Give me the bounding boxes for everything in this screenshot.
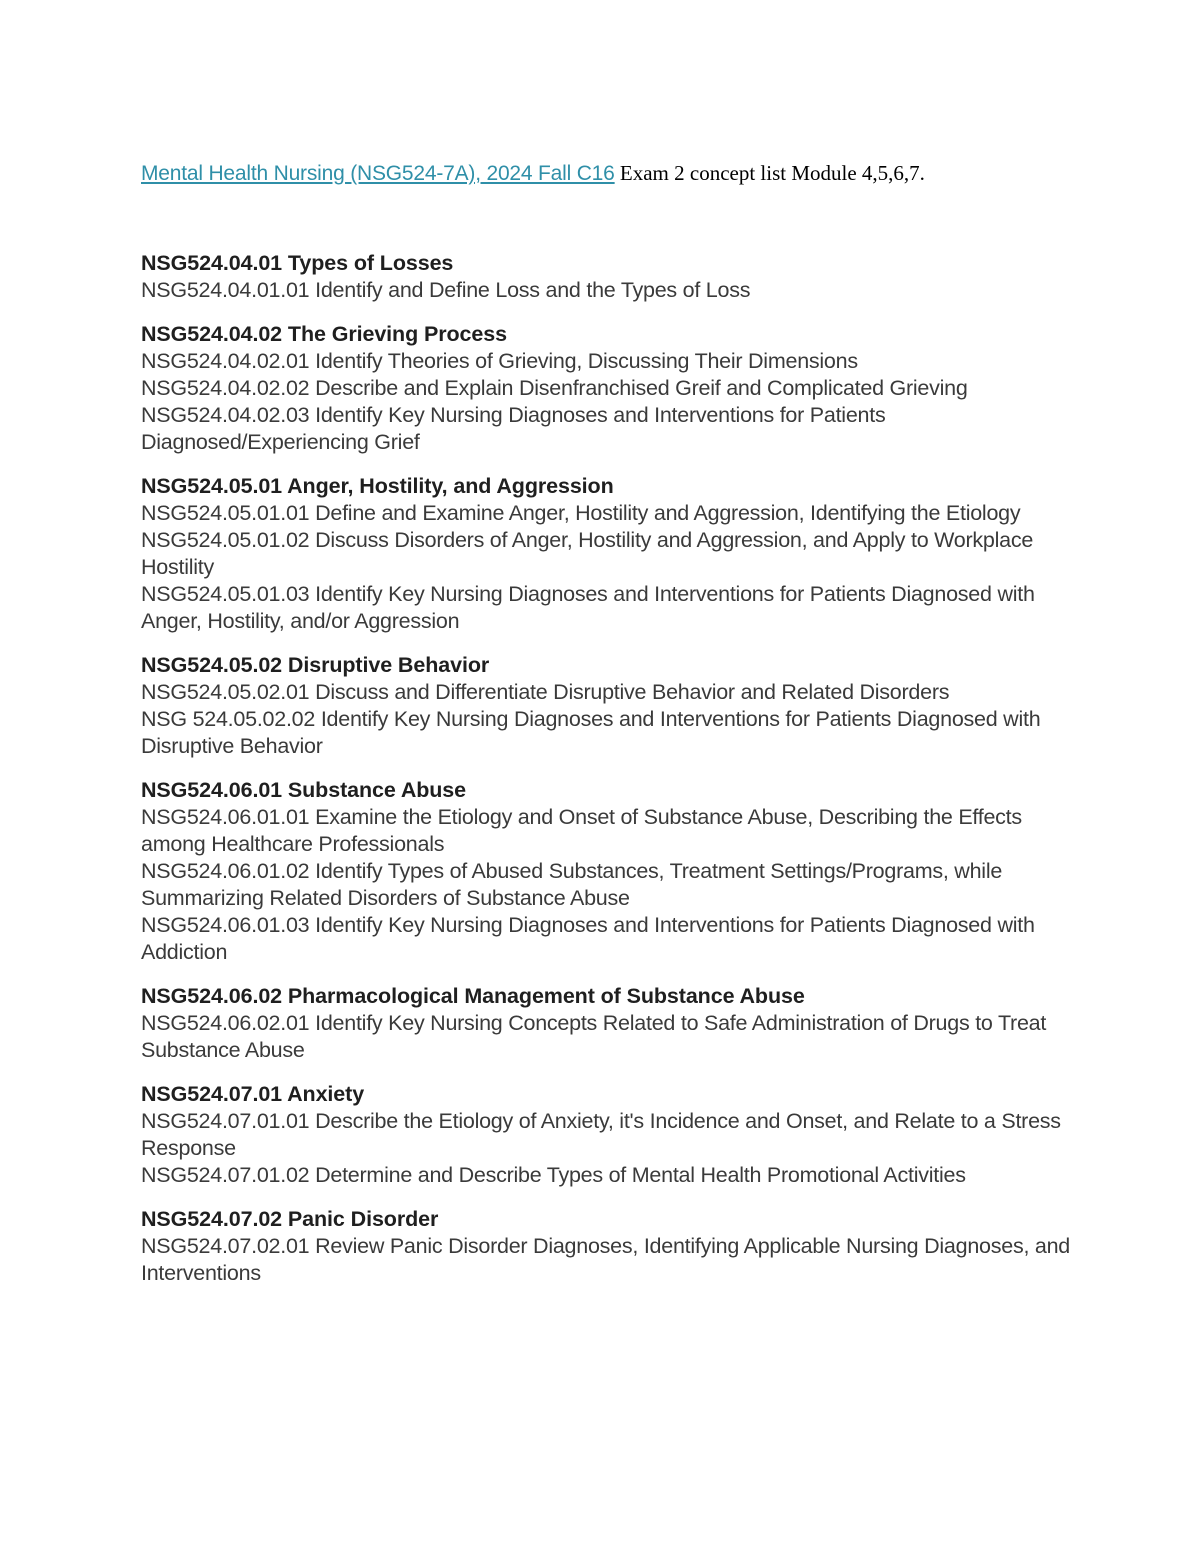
section-heading: NSG524.05.02 Disruptive Behavior <box>141 653 490 677</box>
learning-objective: NSG524.05.01.03 Identify Key Nursing Diagnoses and Interventions for Patients Diagnosed with Anger, Hostility, and/or Aggression <box>141 582 1035 633</box>
concept-section <box>141 777 1071 966</box>
learning-objective: NSG524.06.01.03 Identify Key Nursing Diagnoses and Interventions for Patients Diagnosed with Addiction <box>141 913 1035 964</box>
learning-objective: NSG524.05.02.01 Discuss and Differentiate Disruptive Behavior and Related Disorders <box>141 680 950 704</box>
title-text: Exam 2 concept list Module 4,5,6,7. <box>614 161 925 185</box>
concept-list <box>141 250 1071 1287</box>
concept-section <box>141 983 1071 1064</box>
section-heading: NSG524.05.01 Anger, Hostility, and Aggression <box>141 474 614 498</box>
section-heading: NSG524.06.01 Substance Abuse <box>141 778 467 802</box>
document-title <box>141 158 1071 189</box>
learning-objective: NSG524.07.01.02 Determine and Describe Types of Mental Health Promotional Activities <box>141 1163 966 1187</box>
section-heading: NSG524.04.01 Types of Losses <box>141 251 454 275</box>
document-page <box>141 158 1071 1304</box>
learning-objective: NSG524.07.01.01 Describe the Etiology of Anxiety, it's Incidence and Onset, and Relate to a Stress Response <box>141 1109 1061 1160</box>
learning-objective: NSG524.05.01.02 Discuss Disorders of Anger, Hostility and Aggression, and Apply to Workplace Hostility <box>141 528 1034 579</box>
course-link[interactable]: Mental Health Nursing (NSG524-7A), 2024 Fall C16 <box>141 162 615 185</box>
section-heading: NSG524.04.02 The Grieving Process <box>141 322 507 346</box>
learning-objective: NSG 524.05.02.02 Identify Key Nursing Diagnoses and Interventions for Patients Diagnosed with Disruptive Behavior <box>141 707 1041 758</box>
learning-objective: NSG524.06.01.01 Examine the Etiology and Onset of Substance Abuse, Describing the Effects among Healthcare Professionals <box>141 805 1022 856</box>
concept-section <box>141 1206 1071 1287</box>
concept-section <box>141 321 1071 456</box>
learning-objective: NSG524.06.02.01 Identify Key Nursing Concepts Related to Safe Administration of Drugs to Treat Substance Abuse <box>141 1011 1047 1062</box>
learning-objective: NSG524.04.02.01 Identify Theories of Grieving, Discussing Their Dimensions <box>141 349 858 373</box>
learning-objective: NSG524.05.01.01 Define and Examine Anger, Hostility and Aggression, Identifying the Etiology <box>141 501 1021 525</box>
learning-objective: NSG524.04.01.01 Identify and Define Loss and the Types of Loss <box>141 278 751 302</box>
concept-section <box>141 652 1071 760</box>
learning-objective: NSG524.06.01.02 Identify Types of Abused Substances, Treatment Settings/Programs, while Summarizing Related Disorders of Substance Abuse <box>141 859 1003 910</box>
learning-objective: NSG524.07.02.01 Review Panic Disorder Diagnoses, Identifying Applicable Nursing Diagnoses, and Interventions <box>141 1234 1071 1285</box>
section-heading: NSG524.07.01 Anxiety <box>141 1082 365 1106</box>
section-heading: NSG524.07.02 Panic Disorder <box>141 1207 439 1231</box>
section-heading: NSG524.06.02 Pharmacological Management of Substance Abuse <box>141 984 805 1008</box>
concept-section <box>141 1081 1071 1189</box>
learning-objective: NSG524.04.02.03 Identify Key Nursing Diagnoses and Interventions for Patients Diagnosed/Experiencing Grief <box>141 403 886 454</box>
learning-objective: NSG524.04.02.02 Describe and Explain Disenfranchised Greif and Complicated Grieving <box>141 376 968 400</box>
concept-section <box>141 473 1071 635</box>
concept-section <box>141 250 1071 304</box>
